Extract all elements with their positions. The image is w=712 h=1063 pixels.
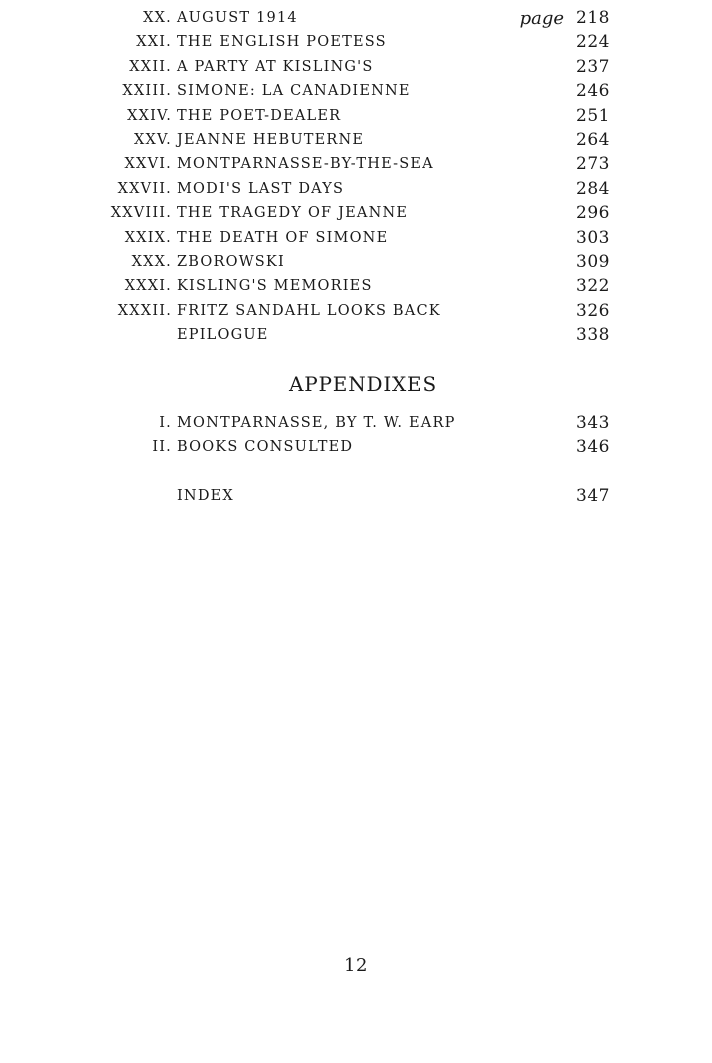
chapter-title: THE ENGLISH POETESS xyxy=(177,34,387,51)
toc-entry xyxy=(0,32,712,56)
toc-entry xyxy=(0,437,712,461)
appendix-title: BOOKS CONSULTED xyxy=(177,439,354,456)
page-number: 296 xyxy=(576,203,610,224)
chapter-title: FRITZ SANDAHL LOOKS BACK xyxy=(177,302,441,319)
table-of-contents xyxy=(0,8,712,349)
chapter-number: XXIX. xyxy=(124,229,172,246)
toc-entry xyxy=(0,228,712,252)
page-number: 326 xyxy=(576,300,610,321)
page-number: 251 xyxy=(576,105,610,126)
page-number: 218 xyxy=(576,8,610,28)
chapter-title: THE POET-DEALER xyxy=(177,107,342,124)
chapter-title: MONTPARNASSE-BY-THE-SEA xyxy=(177,156,434,173)
page-folio: 12 xyxy=(344,955,368,976)
toc-entry xyxy=(0,325,712,349)
chapter-number: XXVII. xyxy=(117,180,172,197)
page-number: 273 xyxy=(576,154,610,175)
page-number: 224 xyxy=(576,32,610,53)
index-title: INDEX xyxy=(177,488,234,504)
appendixes-list xyxy=(0,413,712,462)
page-number: 264 xyxy=(576,129,610,150)
page-number: 237 xyxy=(576,56,610,77)
toc-entry xyxy=(0,203,712,227)
chapter-number: XXI. xyxy=(136,34,172,51)
toc-entry xyxy=(0,486,712,510)
chapter-title: AUGUST 1914 xyxy=(177,10,298,26)
chapter-number: XXXI. xyxy=(124,278,172,295)
chapter-number: XXVI. xyxy=(124,156,172,173)
toc-entry xyxy=(0,276,712,300)
index-entry xyxy=(0,486,712,510)
toc-entry xyxy=(0,57,712,81)
appendix-number: I. xyxy=(159,415,172,431)
chapter-number: XXII. xyxy=(129,58,172,75)
chapter-title: KISLING'S MEMORIES xyxy=(177,278,373,295)
chapter-number: XX. xyxy=(143,10,172,26)
page-number: 338 xyxy=(576,325,610,346)
chapter-number: XXX. xyxy=(131,253,172,270)
chapter-title: ZBOROWSKI xyxy=(177,253,285,270)
chapter-title: EPILOGUE xyxy=(177,327,269,344)
page-number: 246 xyxy=(576,81,610,102)
appendixes-heading: APPENDIXES xyxy=(289,372,437,396)
chapter-title: SIMONE: LA CANADIENNE xyxy=(177,83,411,100)
toc-entry xyxy=(0,301,712,325)
appendix-title: MONTPARNASSE, BY T. W. EARP xyxy=(177,415,456,431)
page-number: 347 xyxy=(576,486,610,506)
page-number: 309 xyxy=(576,251,610,272)
page-number: 346 xyxy=(576,437,610,458)
chapter-number: XXIV. xyxy=(127,107,172,124)
toc-entry xyxy=(0,130,712,154)
appendix-number: II. xyxy=(152,439,172,456)
chapter-title: MODI'S LAST DAYS xyxy=(177,180,345,197)
toc-entry xyxy=(0,81,712,105)
page-number: 322 xyxy=(576,276,610,297)
chapter-number: XXIII. xyxy=(122,83,172,100)
toc-entry xyxy=(0,179,712,203)
chapter-title: THE TRAGEDY OF JEANNE xyxy=(177,205,409,222)
chapter-title: A PARTY AT KISLING'S xyxy=(177,58,374,75)
chapter-title: THE DEATH OF SIMONE xyxy=(177,229,389,246)
page-label: page xyxy=(519,8,564,29)
chapter-number: XXXII. xyxy=(117,302,172,319)
toc-entry xyxy=(0,413,712,437)
page-number: 284 xyxy=(576,178,610,199)
chapter-number: XXV. xyxy=(134,131,172,148)
toc-entry xyxy=(0,252,712,276)
page-number: 343 xyxy=(576,413,610,433)
chapter-number: XXVIII. xyxy=(110,205,172,222)
toc-entry xyxy=(0,8,712,32)
toc-entry xyxy=(0,154,712,178)
page-number: 303 xyxy=(576,227,610,248)
chapter-title: JEANNE HEBUTERNE xyxy=(177,131,365,148)
toc-entry xyxy=(0,106,712,130)
